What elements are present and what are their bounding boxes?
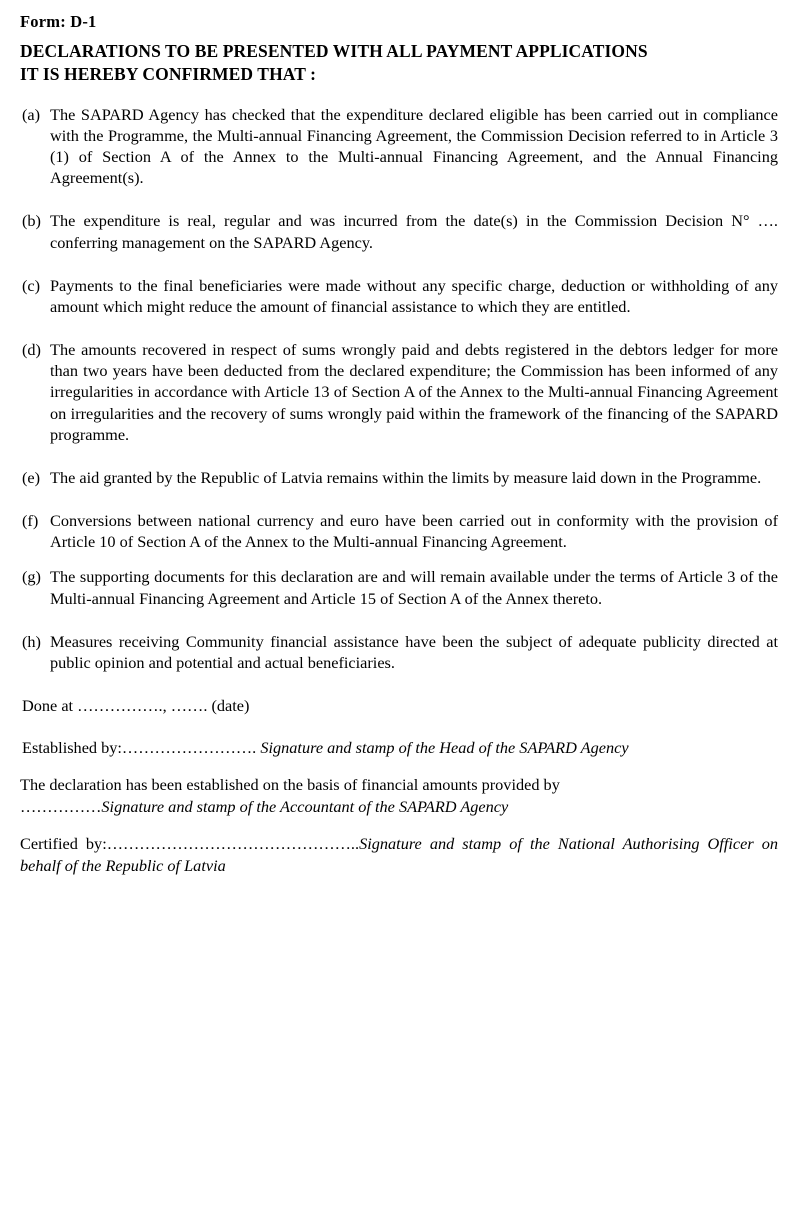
clause-g [18, 566, 778, 608]
clause-text: Conversions between national currency and euro have been carried out in conformity with the provision of Article 10 of Section A of the Annex to the Multi-annual Financing Agreement. [50, 511, 778, 552]
clause-a [18, 104, 778, 189]
clause-marker: (g) [22, 567, 41, 587]
declaration-basis-line [18, 774, 778, 817]
clause-d [18, 339, 778, 445]
certified-by-label: Certified by:……………………………………….. [20, 834, 360, 854]
declaration-basis-text: The declaration has been established on the basis of financial amounts provided by [20, 775, 560, 795]
established-by-value: Signature and stamp of the Head of the SAPARD Agency [260, 737, 629, 757]
clause-text: The amounts recovered in respect of sums wrongly paid and debts registered in the debtors ledger for more than two years have been deducted from the declared expenditure; the Commission has been informed of any irregularities in accordance with Article 13 of Section A of the Annex to the Multi-annual Financing Agreement on irregularities and the recovery of sums wrongly paid within the framework of the financing of the SAPARD programme. [50, 340, 778, 444]
clause-h [18, 631, 778, 673]
form-id: Form: D-1 [20, 12, 97, 31]
clause-text: The expenditure is real, regular and was incurred from the date(s) in the Commission Decision N° …. conferring management on the SAPARD Agency. [50, 211, 778, 252]
established-by-line [18, 737, 778, 759]
clause-text: The SAPARD Agency has checked that the expenditure declared eligible has been carried out in compliance with the Programme, the Multi-annual Financing Agreement, the Commission Decision referred to in Article 3 (1) of Section A of the Annex to the Multi-annual Financing Agreement, and the Annual Financing Agreement(s). [50, 104, 778, 188]
page-title: DECLARATIONS TO BE PRESENTED WITH ALL PAYMENT APPLICATIONS [20, 41, 648, 61]
declaration-basis-value: Signature and stamp of the Accountant of the SAPARD Agency [101, 796, 509, 816]
certified-by-value: Signature and stamp of the National Authorising Officer on behalf of the Republic of Latvia [20, 834, 778, 875]
declaration-basis-dots: …………… [20, 796, 102, 816]
clause-marker: (a) [22, 104, 41, 124]
clause-text: Payments to the final beneficiaries were made without any specific charge, deduction or withholding of any amount which might reduce the amount of financial assistance to which they are entitled. [50, 275, 778, 316]
clause-f [18, 510, 778, 552]
done-at-line: Done at ……………., ……. (date) [22, 696, 250, 716]
clause-marker: (b) [22, 211, 41, 231]
clause-b [18, 210, 778, 252]
clause-marker: (e) [22, 467, 41, 487]
page-subtitle: IT IS HEREBY CONFIRMED THAT : [20, 64, 317, 85]
clause-e [18, 467, 778, 488]
clause-marker: (f) [22, 511, 39, 531]
clause-text: The aid granted by the Republic of Latvia remains within the limits by measure laid down in the Programme. [50, 467, 762, 487]
established-by-label: Established by:……………………. [22, 737, 257, 757]
clause-text: The supporting documents for this declaration are and will remain available under the terms of Article 3 of the Multi-annual Financing Agreement and Article 15 of Section A of the Annex thereto. [50, 567, 778, 608]
clause-c [18, 275, 778, 317]
clause-marker: (d) [22, 340, 41, 360]
certified-by-line [18, 833, 778, 876]
clause-text: Measures receiving Community financial assistance have been the subject of adequate publicity directed at public opinion and potential and actual beneficiaries. [50, 631, 778, 672]
clause-marker: (c) [22, 275, 41, 295]
clause-marker: (h) [22, 631, 41, 651]
